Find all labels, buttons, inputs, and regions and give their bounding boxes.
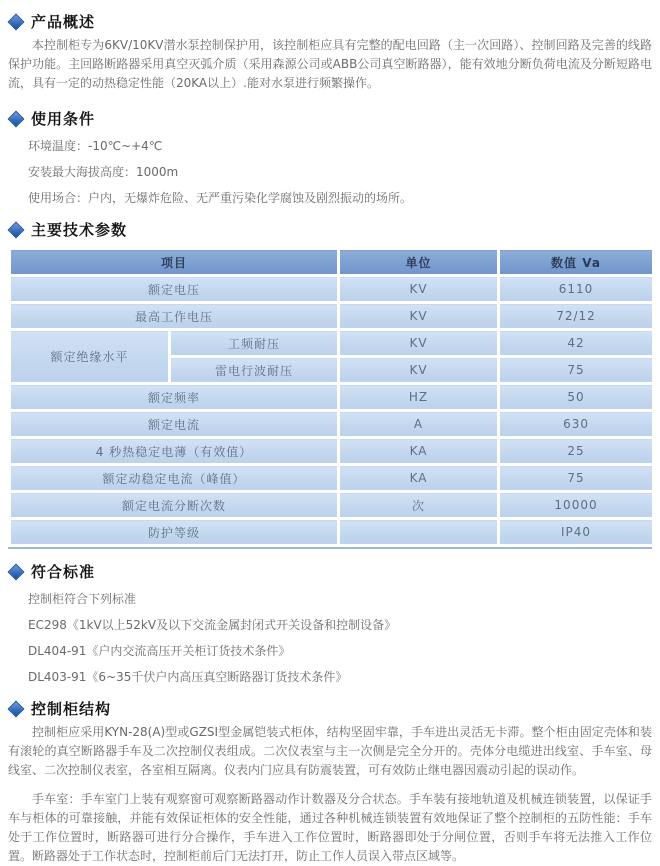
condition-line-temperature: 环境温度：-10℃~+4℃ <box>28 139 163 153</box>
value-cell: 6110 <box>499 276 654 303</box>
column-header-unit: 单位 <box>339 249 499 276</box>
value-cell: IP40 <box>499 519 654 546</box>
param-name-cell: 最高工作电压 <box>10 303 339 330</box>
unit-cell: KV <box>339 357 499 384</box>
table-header-row <box>10 249 654 276</box>
table-row <box>10 384 654 411</box>
unit-cell: KV <box>339 303 499 330</box>
value-cell: 42 <box>499 330 654 357</box>
unit-cell <box>339 519 499 546</box>
unit-cell: KV <box>339 330 499 357</box>
table-row <box>10 438 654 465</box>
param-name-cell: 额定动稳定电流（峰值） <box>10 465 339 492</box>
param-name-cell: 防护等级 <box>10 519 339 546</box>
section-title: 产品概述 <box>31 13 96 31</box>
section-title: 主要技术参数 <box>31 221 128 239</box>
tech-params-table-wrap <box>8 247 652 549</box>
standard-item: EC298《1kV以上52kV及以下交流金属封闭式开关设备和控制设备》 <box>28 618 397 632</box>
section-heading-standards <box>8 561 652 582</box>
unit-cell: KA <box>339 438 499 465</box>
standard-item: DL403-91《6~35千伏户内高压真空断路器订货技术条件》 <box>28 670 348 684</box>
param-name-cell: 额定电压 <box>10 276 339 303</box>
section-heading-parameters <box>8 219 652 240</box>
diamond-bullet-icon <box>8 563 25 580</box>
param-name-cell: 额定电流 <box>10 411 339 438</box>
unit-cell: KV <box>339 276 499 303</box>
structure-paragraph: 控制柜应采用KYN-28(A)型或GZSI型金属铠装式柜体，结构坚固牢靠，手车进出灵活无卡滞。整个柜由固定壳体和装有滚轮的真空断路器手车及二次控制仪表组成。二次仪表室与主一次侧是完全分开的。壳体分电缆进出线室、手车室、母线室、二次控制仪表室，各室相互隔离。仪表内门应具有防震装置，可有效防止继电器因震动引起的误动作。 <box>8 725 652 777</box>
diamond-bullet-icon <box>8 221 25 238</box>
value-cell: 75 <box>499 357 654 384</box>
table-row <box>10 519 654 546</box>
value-cell: 10000 <box>499 492 654 519</box>
condition-line-altitude: 安装最大海拔高度：1000m <box>28 165 179 179</box>
condition-line-location: 使用场合：户内，无爆炸危险、无严重污染化学腐蚀及剧烈振动的场所。 <box>28 191 413 205</box>
diamond-bullet-icon <box>8 110 25 127</box>
unit-cell: HZ <box>339 384 499 411</box>
diamond-bullet-icon <box>8 13 25 30</box>
overview-paragraph: 本控制柜专为6KV/10KV潜水泵控制保护用，该控制柜应具有完整的配电回路（主一次回路）、控制回路及完善的线路保护功能。主回路断路器采用真空灭弧介质（采用森源公司或ABB公司真空断路器），能有效地分断负荷电流及分断短路电流，具有一定的动热稳定性能（20KA以上）.能对水泵进行频繁操作。 <box>8 38 652 90</box>
value-cell: 75 <box>499 465 654 492</box>
section-title: 符合标准 <box>31 563 96 581</box>
param-name-cell: 雷电行波耐压 <box>170 357 339 384</box>
diamond-bullet-icon <box>8 700 25 717</box>
unit-cell: 次 <box>339 492 499 519</box>
unit-cell: A <box>339 411 499 438</box>
column-header-value: 数值 Va <box>499 249 654 276</box>
section-title: 使用条件 <box>31 110 96 128</box>
value-cell: 50 <box>499 384 654 411</box>
value-cell: 25 <box>499 438 654 465</box>
table-row <box>10 411 654 438</box>
param-name-cell: 工频耐压 <box>170 330 339 357</box>
section-heading-overview <box>8 11 652 32</box>
table-row <box>10 492 654 519</box>
param-group-cell: 额定绝缘水平 <box>10 330 170 384</box>
param-name-cell: 4 秒热稳定电薄（有效值） <box>10 438 339 465</box>
param-name-cell: 额定频率 <box>10 384 339 411</box>
table-row <box>10 303 654 330</box>
param-name-cell: 额定电流分断次数 <box>10 492 339 519</box>
section-heading-conditions <box>8 108 652 129</box>
table-row <box>10 465 654 492</box>
handcart-room-paragraph: 手车室：手车室门上装有观察窗可观察断路器动作计数器及分合状态。手车装有接地轨道及机械连锁装置，以保证手车与柜体的可靠接触，并能有效保证柜体的安全性能，通过各种机械连锁装置有效地保证了整个控制柜的五防性能：手车处于工作位置时，断路器可进行分合操作，手车进入工作位置时，断路器即处于分闸位置，否则手车将无法推入工作位置。断路器处于工作状态时，控制柜前后门无法打开，防止工作人员误入带点区域等。 <box>8 792 652 863</box>
value-cell: 630 <box>499 411 654 438</box>
section-title: 控制柜结构 <box>31 700 112 718</box>
section-heading-structure <box>8 698 652 719</box>
table-row <box>10 330 654 357</box>
unit-cell: KA <box>339 465 499 492</box>
column-header-item: 项目 <box>10 249 339 276</box>
table-row <box>10 276 654 303</box>
value-cell: 72/12 <box>499 303 654 330</box>
standards-intro: 控制柜符合下列标准 <box>28 592 137 606</box>
standard-item: DL404-91《户内交流高压开关柜订货技术条件》 <box>28 644 291 658</box>
tech-params-table <box>8 247 655 547</box>
